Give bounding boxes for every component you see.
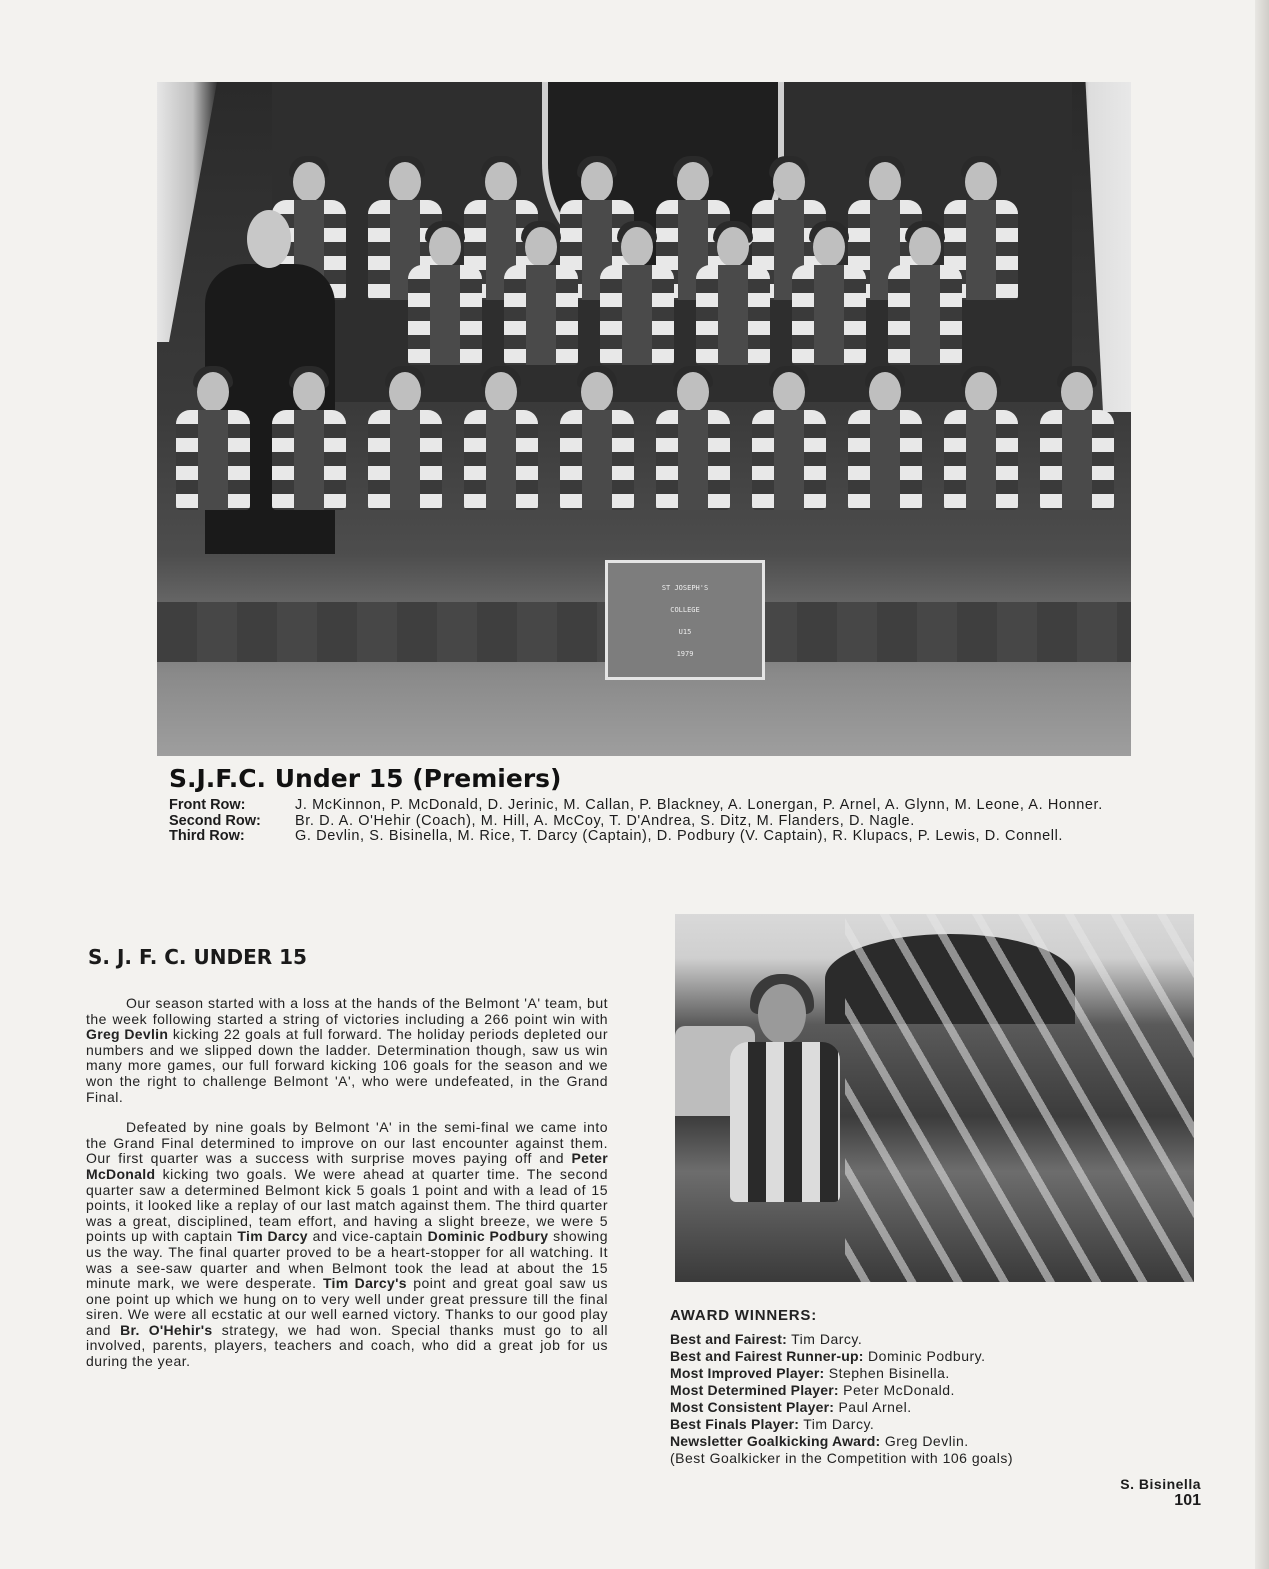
text-span: point and great goal saw us one point up which we hung on to very well under great pressure till the final siren. We were all ecstatic at our well earned victory. Thanks to our good play and (86, 1275, 608, 1338)
article-paragraph (86, 996, 608, 1105)
caption-row-second (169, 814, 1129, 830)
row-names: G. Devlin, S. Bisinella, M. Rice, T. Darcy (Captain), D. Podbury (V. Captain), R. Klupacs, P. Lewis, D. Connell. (295, 828, 1064, 844)
award-item (670, 1348, 1200, 1365)
player-figure (1034, 372, 1118, 542)
article-heading: S. J. F. C. UNDER 15 (88, 945, 307, 969)
award-item (670, 1382, 1200, 1399)
text-span: Defeated by nine goals by Belmont 'A' in the semi-final we came into the Grand Final determined to improve on our last encounter against them. Our first quarter was a success with surprise moves paying off and (86, 1119, 608, 1167)
player-figure (458, 372, 542, 542)
caption-row-third (169, 829, 1129, 845)
player-name-bold: Tim Darcy's (322, 1275, 407, 1292)
team-photo (157, 82, 1131, 756)
award-title: Best and Fairest Runner-up: (670, 1348, 864, 1364)
article-body (86, 996, 608, 1385)
player-figure (746, 372, 830, 542)
player-name-bold: Dominic Podbury (427, 1228, 549, 1245)
row-names: Br. D. A. O'Hehir (Coach), M. Hill, A. McCoy, T. D'Andrea, S. Ditz, M. Flanders, D. Nagle. (295, 812, 915, 829)
award-note: (Best Goalkicker in the Competition with 106 goals) (670, 1450, 1013, 1466)
player-figure (266, 372, 350, 542)
row-label: Front Row: (169, 797, 246, 813)
streamers (845, 914, 1194, 1282)
player-name-bold: Tim Darcy (237, 1228, 308, 1245)
award-item (670, 1399, 1200, 1416)
award-item (670, 1331, 1200, 1348)
article-paragraph (86, 1120, 608, 1370)
award-winner: Stephen Bisinella. (828, 1365, 950, 1381)
page-edge (1255, 0, 1269, 1569)
player-figure (170, 372, 254, 542)
award-winner: Tim Darcy. (791, 1331, 863, 1347)
award-winner: Greg Devlin. (884, 1433, 969, 1449)
author-credit: S. Bisinella (1120, 1476, 1201, 1492)
text-span: and vice-captain (307, 1228, 428, 1245)
player-figure (938, 372, 1022, 542)
award-item (670, 1433, 1200, 1450)
awards-heading: AWARD WINNERS: (670, 1307, 818, 1324)
award-title: Newsletter Goalkicking Award: (670, 1433, 881, 1449)
text-span: Our season started with a loss at the hands of the Belmont 'A' team, but the week following started a string of victories including a 266 point win with (86, 995, 608, 1027)
player-figure (842, 372, 926, 542)
player-name-bold: Greg Devlin (86, 1026, 169, 1043)
action-photo (675, 914, 1194, 1282)
player-figure (554, 372, 638, 542)
row-names: J. McKinnon, P. McDonald, D. Jerinic, M. Callan, P. Blackney, A. Lonergan, P. Arnel, A. Glynn, M. Leone, A. Honner. (295, 797, 1103, 813)
player-name-bold: Br. O'Hehir's (120, 1321, 213, 1338)
player-figure (362, 372, 446, 542)
award-title: Best and Fairest: (670, 1331, 787, 1347)
award-title: Most Consistent Player: (670, 1399, 835, 1415)
award-title: Best Finals Player: (670, 1416, 800, 1432)
board-line: COLLEGE (670, 606, 700, 614)
page-number: 101 (1174, 1492, 1201, 1509)
award-winners (670, 1307, 1200, 1467)
text-span: strategy, we had won. Special thanks must go to all involved, parents, players, teachers and coach, who did a great job for us during the year. (86, 1321, 608, 1370)
board-line: 1979 (676, 650, 694, 658)
award-winner: Dominic Podbury. (868, 1348, 986, 1364)
caption-table (169, 798, 1129, 845)
team-name-board (605, 560, 765, 680)
board-line: ST JOSEPH'S (661, 584, 709, 592)
award-item (670, 1365, 1200, 1382)
award-item (670, 1416, 1200, 1433)
text-span: kicking 22 goals at full forward. The holiday periods depleted our numbers and we slipped down the ladder. Determination though, saw us win many more games, our full forward kicking 106 goals for the season and we won the right to challenge Belmont 'A', who were undefeated, in the Grand Final. (86, 1026, 608, 1105)
front-row-players (157, 372, 1131, 542)
row-label: Second Row: (169, 812, 261, 829)
text-span: kicking two goals. We were ahead at quarter time. The second quarter saw a determined Belmont kick 5 goals 1 point and with a lead of 15 points, it looked like a replay of our last match against them. The third quarter was a great, disciplined, team effort, and having a slight breeze, we were 5 points up with captain (86, 1165, 608, 1245)
player-name-bold: Peter McDonald (86, 1150, 608, 1182)
text-span: showing us the way. The final quarter proved to be a heart-stopper for all watching. It was a see-saw quarter and when Belmont took the lead at about the 15 minute mark, we were desperate. (86, 1228, 609, 1292)
player-figure (650, 372, 734, 542)
runner-figure (730, 974, 840, 1282)
award-title: Most Improved Player: (670, 1365, 825, 1381)
row-label: Third Row: (169, 828, 245, 844)
award-winner: Peter McDonald. (843, 1382, 955, 1398)
board-line: U15 (678, 628, 692, 636)
award-winner: Tim Darcy. (803, 1416, 875, 1432)
caption-title: S.J.F.C. Under 15 (Premiers) (169, 764, 562, 793)
award-winner: Paul Arnel. (838, 1399, 912, 1415)
caption-row-front (169, 798, 1129, 814)
award-title: Most Determined Player: (670, 1382, 839, 1398)
